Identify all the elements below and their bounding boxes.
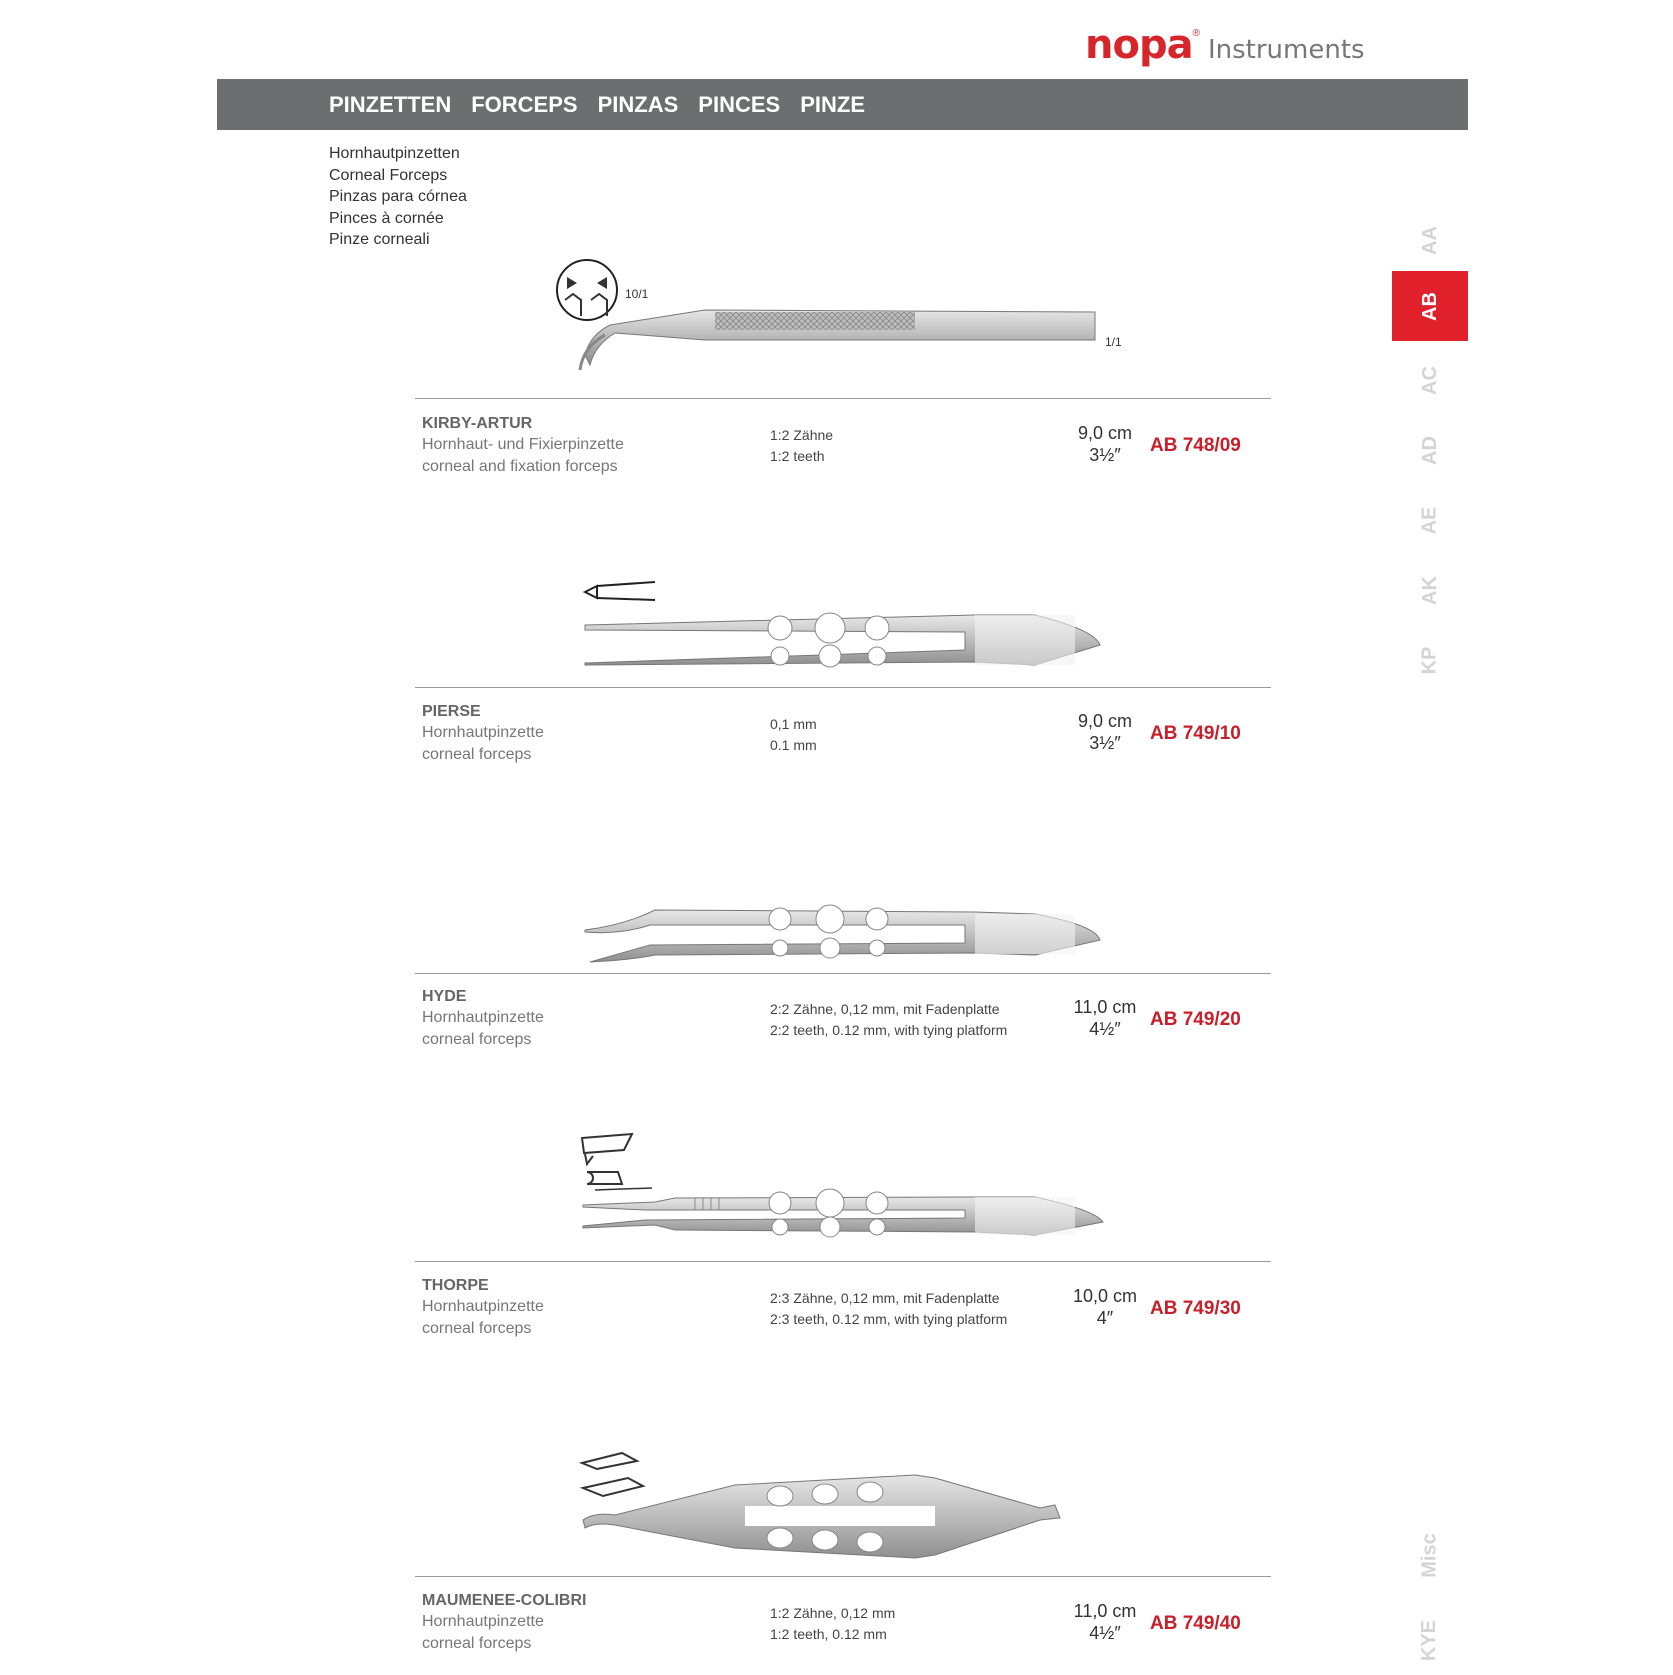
category-header-bar (217, 79, 1468, 130)
product-length-cm: 9,0 cm (1077, 711, 1133, 731)
product-code[interactable]: AB 749/20 (1150, 1009, 1241, 1030)
tab-ad-label: AD (1418, 435, 1441, 465)
product-code[interactable]: AB 749/30 (1150, 1298, 1241, 1319)
logo-registered-mark: ® (1192, 28, 1200, 39)
product-desc-de: Hornhaut- und Fixierpinzette (422, 436, 624, 453)
tab-ak[interactable] (1392, 555, 1468, 625)
tab-ae-label: AE (1418, 506, 1441, 534)
tab-kp[interactable] (1392, 625, 1468, 695)
header-title-fr: PINCES (698, 91, 781, 117)
product-spec-en: 1:2 teeth, 0.12 mm (770, 1626, 887, 1642)
product-divider (415, 1261, 1271, 1262)
header-title-es: PINZAS (597, 91, 679, 117)
header-title-de: PINZETTEN (329, 91, 452, 117)
product-desc-en: corneal forceps (422, 1031, 532, 1048)
tab-kp-label: KP (1418, 646, 1441, 674)
intro-line-fr: Pinces à cornée (329, 209, 444, 227)
product-spec-de: 2:2 Zähne, 0,12 mm, mit Fadenplatte (770, 1001, 1000, 1017)
product-length-cm: 11,0 cm (1073, 997, 1137, 1017)
kirby-forceps-illustration (415, 255, 1271, 385)
product-name: KIRBY-ARTUR (422, 415, 533, 432)
intro-line-en: Corneal Forceps (329, 166, 448, 184)
thorpe-forceps-illustration (415, 1130, 1271, 1260)
tab-ab-label: AB (1418, 291, 1441, 321)
product-desc-de: Hornhautpinzette (422, 1613, 544, 1630)
logo-subtitle: Instruments (1207, 35, 1365, 65)
product-desc-de: Hornhautpinzette (422, 1009, 544, 1026)
product-length-inch: 4½″ (1089, 1019, 1121, 1039)
pierse-forceps-illustration (415, 570, 1271, 685)
product-length-inch: 4″ (1096, 1308, 1114, 1328)
tab-ab[interactable] (1392, 271, 1468, 341)
tab-aa-label: AA (1418, 225, 1441, 255)
product-code[interactable]: AB 749/40 (1150, 1613, 1241, 1634)
product-spec-de: 2:3 Zähne, 0,12 mm, mit Fadenplatte (770, 1290, 1000, 1306)
tab-misc-label: Misc (1418, 1532, 1441, 1578)
product-desc-en: corneal forceps (422, 746, 532, 763)
hyde-forceps-illustration (415, 870, 1271, 972)
product-spec-en: 1:2 teeth (770, 448, 825, 464)
tab-misc[interactable] (1392, 1520, 1468, 1590)
tab-ad[interactable] (1392, 415, 1468, 485)
intro-line-de: Hornhautpinzetten (329, 145, 460, 162)
product-spec-en: 2:2 teeth, 0.12 mm, with tying platform (770, 1022, 1008, 1038)
product-length-cm: 11,0 cm (1073, 1601, 1137, 1621)
product-spec-de: 0,1 mm (770, 716, 817, 732)
product-desc-de: Hornhautpinzette (422, 724, 544, 741)
product-desc-de: Hornhautpinzette (422, 1298, 544, 1315)
product-length-cm: 10,0 cm (1072, 1286, 1138, 1306)
product-spec-en: 0.1 mm (770, 737, 817, 753)
product-desc-en: corneal and fixation forceps (422, 458, 618, 475)
product-code[interactable]: AB 748/09 (1150, 435, 1241, 456)
product-code[interactable]: AB 749/10 (1150, 723, 1241, 744)
tab-ae[interactable] (1392, 485, 1468, 555)
tip-scale-note: 10/1 (625, 287, 649, 301)
product-name: PIERSE (422, 703, 481, 720)
tab-kye[interactable] (1392, 1605, 1468, 1675)
product-name: HYDE (422, 988, 467, 1005)
section-intro (329, 143, 467, 251)
colibri-forceps-illustration (415, 1440, 1271, 1570)
tab-ak-label: AK (1418, 575, 1441, 605)
full-scale-note: 1/1 (1105, 335, 1122, 349)
product-divider (415, 1576, 1271, 1577)
product-spec-de: 1:2 Zähne, 0,12 mm (770, 1605, 896, 1621)
product-spec-de: 1:2 Zähne (770, 427, 834, 443)
product-name: MAUMENEE-COLIBRI (422, 1592, 587, 1609)
tab-ac[interactable] (1392, 345, 1468, 415)
brand-logo (1085, 22, 1365, 72)
logo-brand: nopa (1085, 22, 1193, 68)
product-divider (415, 973, 1271, 974)
product-length-inch: 3½″ (1089, 445, 1121, 465)
tab-ac-label: AC (1418, 365, 1441, 395)
product-length-cm: 9,0 cm (1077, 423, 1133, 443)
product-desc-en: corneal forceps (422, 1635, 532, 1652)
product-spec-en: 2:3 teeth, 0.12 mm, with tying platform (770, 1311, 1008, 1327)
product-desc-en: corneal forceps (422, 1320, 532, 1337)
tab-kye-label: KYE (1418, 1619, 1441, 1661)
product-name: THORPE (422, 1277, 489, 1294)
product-divider (415, 687, 1271, 688)
tab-aa[interactable] (1392, 205, 1468, 275)
product-divider (415, 398, 1271, 399)
intro-line-es: Pinzas para córnea (329, 188, 467, 205)
product-length-inch: 3½″ (1089, 733, 1121, 753)
header-title-it: PINZE (800, 91, 865, 117)
intro-line-it: Pinze corneali (329, 231, 430, 248)
product-length-inch: 4½″ (1089, 1623, 1121, 1643)
header-title-en: FORCEPS (471, 91, 578, 117)
